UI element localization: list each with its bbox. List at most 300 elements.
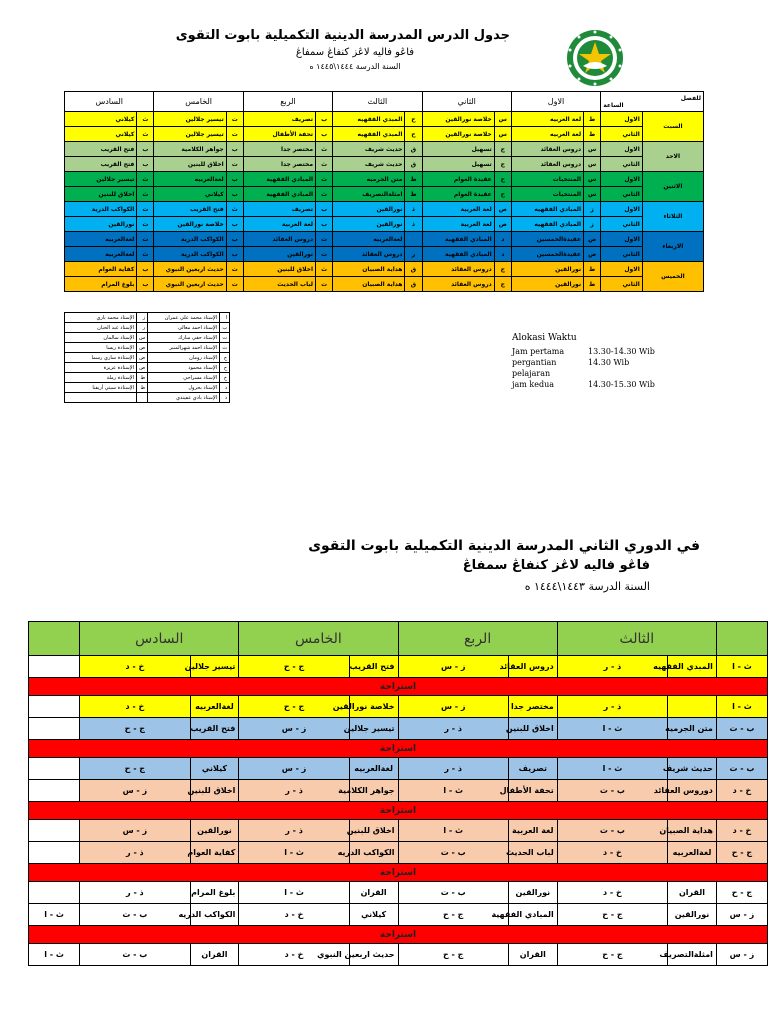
teacher-code: ز bbox=[584, 202, 601, 217]
teacher-code: س bbox=[137, 333, 148, 343]
teacher-code bbox=[29, 758, 80, 780]
period-cell: الاول bbox=[601, 232, 643, 247]
subject-cell: تيسير جلالين bbox=[349, 718, 398, 740]
teacher-code: ز - س bbox=[80, 780, 190, 802]
teacher-name: الإستاذ محمد باري bbox=[65, 313, 137, 323]
teacher-code: ب - ت bbox=[398, 842, 508, 864]
column-header: الثالث bbox=[333, 92, 422, 112]
teacher-code: ذ - ر bbox=[239, 780, 349, 802]
teacher-code: ا bbox=[220, 313, 230, 323]
teacher-code: ث - ا bbox=[239, 882, 349, 904]
teacher-code bbox=[137, 393, 148, 403]
teacher-name: الإستاذ رومان bbox=[148, 353, 220, 363]
teacher-code: ث - ا bbox=[716, 656, 767, 678]
day-cell: الاحد bbox=[642, 142, 703, 172]
teacher-code: ج - ح bbox=[239, 696, 349, 718]
teacher-code: س bbox=[494, 127, 511, 142]
column-header: الثالث bbox=[557, 622, 716, 656]
teacher-code: د bbox=[494, 247, 511, 262]
schedule-row bbox=[29, 904, 768, 926]
teacher-code: ت bbox=[316, 247, 333, 262]
teacher-code: ز - س bbox=[239, 758, 349, 780]
teacher-code: ث - ا bbox=[29, 904, 80, 926]
subject-cell: المنتخبات bbox=[511, 187, 583, 202]
teacher-name: الإستاذ بادي عفيندي bbox=[148, 393, 220, 403]
subject-cell: نورالقين bbox=[511, 262, 583, 277]
teacher-code: ذ bbox=[220, 393, 230, 403]
subject-cell: نورالقين bbox=[508, 882, 557, 904]
subject-cell: المبادي الفقهيه bbox=[511, 217, 583, 232]
teacher-code: ز - س bbox=[716, 904, 767, 926]
subject-cell: خلاصة نورالقين bbox=[154, 217, 226, 232]
teacher-row bbox=[65, 383, 230, 393]
schedule-row bbox=[65, 202, 704, 217]
subject-cell: خلاصة نورالقين bbox=[422, 112, 494, 127]
subject-cell: خلاصة نورالقين bbox=[422, 127, 494, 142]
time-label: pergantian pelajaran bbox=[512, 358, 557, 378]
subject-cell: القران bbox=[349, 882, 398, 904]
corner-header: للفصل الساعة bbox=[601, 92, 704, 112]
period-cell: الاول bbox=[601, 262, 643, 277]
teacher-code: ذ bbox=[405, 202, 422, 217]
subject-cell: نورالقين bbox=[668, 904, 717, 926]
subject-cell: فتح القريب bbox=[65, 142, 137, 157]
subject-cell: اخلاق للبنين bbox=[154, 157, 226, 172]
subject-cell: دروس العقائد bbox=[511, 157, 583, 172]
teacher-code: ت bbox=[226, 157, 243, 172]
teacher-name: الإستاذ عبد الحنان bbox=[65, 323, 137, 333]
teacher-code: ب bbox=[137, 262, 154, 277]
subject-cell: خلاصة نورالقين bbox=[349, 696, 398, 718]
teacher-code: ح bbox=[405, 112, 422, 127]
teacher-code: ز bbox=[137, 313, 148, 323]
teacher-name: الإستاذة عزيزة bbox=[65, 363, 137, 373]
subject-cell: لغةالعربيه bbox=[65, 232, 137, 247]
teacher-code: ث bbox=[137, 112, 154, 127]
teacher-code: ث bbox=[137, 187, 154, 202]
teacher-code: ب bbox=[316, 127, 333, 142]
teacher-code: ض bbox=[137, 353, 148, 363]
teacher-code: ز - س bbox=[398, 696, 508, 718]
subject-cell: المبادي الفقهية bbox=[422, 232, 494, 247]
teacher-code: ب bbox=[220, 323, 230, 333]
teacher-code: د bbox=[220, 383, 230, 393]
column-header: السادس bbox=[65, 92, 154, 112]
teacher-code: ب - ت bbox=[80, 904, 190, 926]
teacher-code: ق bbox=[405, 157, 422, 172]
column-header bbox=[716, 622, 767, 656]
teacher-code: ج bbox=[494, 262, 511, 277]
subject-cell: المبدي الفقهيه bbox=[333, 127, 405, 142]
time-value: 13.30-14.30 Wib bbox=[588, 347, 655, 356]
teacher-code bbox=[29, 718, 80, 740]
schedule-row bbox=[65, 277, 704, 292]
subject-cell: دروس العقائد bbox=[243, 232, 315, 247]
subject-cell: عقيدة العوام bbox=[422, 172, 494, 187]
teacher-code: ط bbox=[137, 373, 148, 383]
subject-cell: تحفة الأطفال bbox=[508, 780, 557, 802]
schedule-row bbox=[65, 187, 704, 202]
break-label: استراحة bbox=[29, 740, 768, 758]
teacher-code: ط bbox=[584, 262, 601, 277]
teacher-code: ت bbox=[226, 277, 243, 292]
column-header: الخامس bbox=[154, 92, 243, 112]
teacher-code: ج bbox=[494, 142, 511, 157]
subject-cell: كيلاني bbox=[154, 187, 226, 202]
break-label: استراحة bbox=[29, 678, 768, 696]
teacher-name: الإستاذة ساري رسما bbox=[65, 353, 137, 363]
subject-cell: امثلةالتصريف bbox=[668, 944, 717, 966]
subject-cell: هداية الصبيان bbox=[333, 277, 405, 292]
column-header: الربع bbox=[398, 622, 557, 656]
subject-cell: الكواكب الدرية bbox=[154, 232, 226, 247]
subject-cell: المنتخبات bbox=[511, 172, 583, 187]
teacher-code: ب bbox=[316, 202, 333, 217]
schedule-row bbox=[65, 142, 704, 157]
schedule-row bbox=[29, 882, 768, 904]
subject-cell: لغة العربية bbox=[422, 202, 494, 217]
subject-cell: جواهر الكلامية bbox=[349, 780, 398, 802]
column-header: الاول bbox=[511, 92, 600, 112]
subject-cell: جواهر الكلامية bbox=[154, 142, 226, 157]
teacher-name: الإستاذة ريسا bbox=[65, 343, 137, 353]
teacher-code: ث bbox=[316, 187, 333, 202]
teacher-code: ج - ح bbox=[80, 758, 190, 780]
subject-cell: لغةالعربيه bbox=[154, 172, 226, 187]
schedule-row bbox=[29, 656, 768, 678]
teacher-name: الإستاذ محمود bbox=[148, 363, 220, 373]
subject-cell: لباب الحديث bbox=[243, 277, 315, 292]
teacher-code: ص bbox=[494, 217, 511, 232]
subject-cell: القران bbox=[508, 944, 557, 966]
subject-cell: مختصر جدا bbox=[243, 142, 315, 157]
teacher-code: ب bbox=[226, 142, 243, 157]
teacher-code bbox=[29, 842, 80, 864]
page-title: جدول الدرس المدرسة الدينية التكميلية بابوت التقوى bbox=[175, 28, 510, 43]
teacher-code: ج bbox=[220, 353, 230, 363]
teacher-code: خ - د bbox=[716, 820, 767, 842]
teacher-name: الإستاذة رملة bbox=[65, 373, 137, 383]
teacher-code: ب bbox=[316, 112, 333, 127]
teacher-code: د bbox=[494, 232, 511, 247]
subject-cell: فتح القريب bbox=[190, 718, 239, 740]
teacher-code: ظ bbox=[405, 172, 422, 187]
subject-cell: حديث شريف bbox=[668, 758, 717, 780]
teacher-code: ز - س bbox=[398, 656, 508, 678]
teacher-code: ذ - ر bbox=[398, 758, 508, 780]
time-allocation bbox=[512, 333, 655, 390]
teacher-code: ق bbox=[405, 262, 422, 277]
teacher-name: الإستاذ احمد شهرالمنير bbox=[148, 343, 220, 353]
subject-cell: اخلاق للبنين bbox=[65, 187, 137, 202]
time-label: jam kedua bbox=[512, 380, 555, 389]
time-value: 14.30 Wib bbox=[588, 358, 630, 367]
teacher-code: ب bbox=[226, 172, 243, 187]
teacher-code: ص bbox=[584, 232, 601, 247]
subject-cell: بلوغ المرام bbox=[65, 277, 137, 292]
teacher-code: ث - ا bbox=[29, 944, 80, 966]
teacher-code: ث - ا bbox=[239, 842, 349, 864]
page2-title: في الدوري الثاني المدرسة الدينية التكميلية بابوت التقوى bbox=[308, 538, 700, 554]
subject-cell: تيسير جلالين bbox=[154, 127, 226, 142]
teacher-code: خ - د bbox=[239, 904, 349, 926]
period-cell: الثاني bbox=[601, 157, 643, 172]
subject-cell: لغةالعربيه bbox=[65, 247, 137, 262]
period-cell: الاول bbox=[601, 202, 643, 217]
teacher-code bbox=[29, 656, 80, 678]
schedule-row bbox=[65, 232, 704, 247]
subject-cell: حديث اربعين النبوي bbox=[154, 262, 226, 277]
teacher-code: ذ - ر bbox=[557, 696, 667, 718]
subject-cell: حديث اربعين النبوي bbox=[154, 277, 226, 292]
teacher-code: ذ bbox=[405, 217, 422, 232]
break-label: استراحة bbox=[29, 926, 768, 944]
teacher-list bbox=[64, 312, 230, 403]
schedule-row bbox=[29, 842, 768, 864]
teacher-name: الإستاذ سالمان bbox=[65, 333, 137, 343]
teacher-code: خ - د bbox=[716, 780, 767, 802]
subject-cell: دروس العقائد bbox=[422, 262, 494, 277]
subject-cell: نورالقين bbox=[243, 247, 315, 262]
period-cell: الثاني bbox=[601, 127, 643, 142]
schedule-row bbox=[29, 718, 768, 740]
day-cell: الخميس bbox=[642, 262, 703, 292]
teacher-code: ج - ح bbox=[80, 718, 190, 740]
teacher-code: خ - د bbox=[80, 656, 190, 678]
teacher-code: ج - ح bbox=[557, 904, 667, 926]
subject-cell: تيسير جلالين bbox=[65, 172, 137, 187]
subject-cell: مختصر جدا bbox=[508, 696, 557, 718]
subject-cell: تصريف bbox=[243, 112, 315, 127]
column-header: الربع bbox=[243, 92, 332, 112]
subject-cell: لغةالعربيه bbox=[333, 232, 405, 247]
break-row bbox=[29, 864, 768, 882]
subject-cell: لغةالعربيه bbox=[190, 696, 239, 718]
subject-cell: تسهيل bbox=[422, 142, 494, 157]
schedule-row bbox=[29, 696, 768, 718]
break-row bbox=[29, 740, 768, 758]
subject-cell: متن الجرميه bbox=[333, 172, 405, 187]
teacher-code: ظ bbox=[405, 187, 422, 202]
teacher-code: خ - د bbox=[239, 944, 349, 966]
period-cell: الثاني bbox=[601, 277, 643, 292]
teacher-code: خ - د bbox=[557, 882, 667, 904]
teacher-code: س bbox=[584, 172, 601, 187]
teacher-code: ث bbox=[316, 157, 333, 172]
schedule-row bbox=[29, 780, 768, 802]
teacher-code: ح bbox=[494, 172, 511, 187]
teacher-code: ث - ا bbox=[716, 696, 767, 718]
day-cell: الاثنين bbox=[642, 172, 703, 202]
teacher-code: ج - ح bbox=[398, 944, 508, 966]
subject-cell: الكواكب الدريه bbox=[190, 904, 239, 926]
subject-cell: كيلاني bbox=[349, 904, 398, 926]
subject-cell: تيسير جلالين bbox=[154, 112, 226, 127]
school-crest-icon bbox=[565, 28, 625, 88]
subject-cell: نورالقين bbox=[333, 202, 405, 217]
teacher-code: ث bbox=[137, 247, 154, 262]
teacher-code: ز - س bbox=[716, 944, 767, 966]
teacher-row bbox=[65, 333, 230, 343]
subject-cell: دوروس العقائد bbox=[668, 780, 717, 802]
subject-cell: متن الجرميه bbox=[668, 718, 717, 740]
subject-cell: لغة العربيه bbox=[511, 127, 583, 142]
teacher-name: الإستاذ محمد علي عمران bbox=[148, 313, 220, 323]
subject-cell: حديث شريف bbox=[333, 157, 405, 172]
teacher-code: ط bbox=[584, 277, 601, 292]
page2-academic-year: السنة الدرسة ١٤٤٣\١٤٤٤ ه bbox=[524, 580, 650, 593]
subject-cell: تيسير جلالين bbox=[190, 656, 239, 678]
schedule-row bbox=[29, 758, 768, 780]
teacher-name: الإستاذ بحرول bbox=[148, 383, 220, 393]
subject-cell: دروس العقائد bbox=[511, 142, 583, 157]
subject-cell: تصريف bbox=[508, 758, 557, 780]
time-label: Jam pertama bbox=[512, 347, 565, 356]
teacher-code: ح bbox=[220, 363, 230, 373]
subject-cell: القران bbox=[668, 882, 717, 904]
teacher-code: ت bbox=[226, 127, 243, 142]
teacher-code: ت bbox=[226, 112, 243, 127]
teacher-code: ث bbox=[316, 142, 333, 157]
teacher-code: ب bbox=[137, 142, 154, 157]
teacher-code: ث - ا bbox=[398, 820, 508, 842]
teacher-code: ذ - ر bbox=[80, 842, 190, 864]
schedule-row bbox=[65, 157, 704, 172]
teacher-code: ث bbox=[316, 172, 333, 187]
academic-year: السنة الدرسة ١٤٤٤\١٤٤٥ ه bbox=[309, 62, 401, 71]
page2-subtitle: فاڠو فاليه لاڠز كنفاڠ سمفاڠ bbox=[462, 558, 650, 573]
teacher-code: ز - س bbox=[239, 718, 349, 740]
teacher-code: خ bbox=[220, 373, 230, 383]
teacher-name: الإستاذ احمد معالى bbox=[148, 323, 220, 333]
schedule-table-2 bbox=[28, 621, 768, 966]
column-header: السادس bbox=[80, 622, 239, 656]
teacher-code: ت bbox=[316, 277, 333, 292]
teacher-code: ج - ح bbox=[239, 656, 349, 678]
subject-cell: فتح القريب bbox=[154, 202, 226, 217]
teacher-code: ج bbox=[494, 277, 511, 292]
teacher-code: س bbox=[584, 187, 601, 202]
subject-cell: دروس العقائد bbox=[422, 277, 494, 292]
teacher-row bbox=[65, 373, 230, 383]
page-subtitle: فاڠو فاليه لاڠز كنفاڠ سمفاڠ bbox=[295, 47, 415, 58]
subject-cell: نورالقين bbox=[511, 277, 583, 292]
teacher-code bbox=[405, 232, 422, 247]
teacher-code: ذ - ر bbox=[557, 656, 667, 678]
day-cell: السبت bbox=[642, 112, 703, 142]
subject-cell: الكواكب الدرية bbox=[65, 202, 137, 217]
teacher-code: ب bbox=[137, 157, 154, 172]
period-cell: الاول bbox=[601, 112, 643, 127]
subject-cell: كيلاني bbox=[190, 758, 239, 780]
teacher-code bbox=[29, 780, 80, 802]
time-value: 14.30-15.30 Wib bbox=[588, 380, 655, 389]
schedule-row bbox=[65, 112, 704, 127]
subject-cell: فتح القريب bbox=[65, 157, 137, 172]
schedule-row bbox=[65, 172, 704, 187]
subject-cell: مختصر جدا bbox=[243, 157, 315, 172]
teacher-code: ت bbox=[220, 333, 230, 343]
subject-cell: هداية الصبيان bbox=[333, 262, 405, 277]
subject-cell: المبادي الفقهية bbox=[422, 247, 494, 262]
teacher-code: ج - ح bbox=[716, 882, 767, 904]
subject-cell: عقيدة العوام bbox=[422, 187, 494, 202]
teacher-code: ب bbox=[226, 217, 243, 232]
period-cell: الاول bbox=[601, 172, 643, 187]
subject-cell: نورالقين bbox=[333, 217, 405, 232]
subject-cell: نورالقين bbox=[65, 217, 137, 232]
teacher-code: ذ - ر bbox=[398, 718, 508, 740]
break-row bbox=[29, 802, 768, 820]
period-cell: الثاني bbox=[601, 247, 643, 262]
subject-cell: المبادي الفقهية bbox=[508, 904, 557, 926]
teacher-name bbox=[65, 393, 137, 403]
teacher-name: الإستاذ حقي مبارك bbox=[148, 333, 220, 343]
teacher-row bbox=[65, 343, 230, 353]
subject-cell: فتح القريب bbox=[349, 656, 398, 678]
subject-cell: المبدي الفقهيه bbox=[333, 112, 405, 127]
teacher-code: ب - ت bbox=[398, 882, 508, 904]
subject-cell: اخلاق للبنين bbox=[508, 718, 557, 740]
period-cell: الاول bbox=[601, 142, 643, 157]
teacher-code: ص bbox=[584, 247, 601, 262]
subject-cell: لغة العربية bbox=[243, 217, 315, 232]
subject-cell: حديث شريف bbox=[333, 142, 405, 157]
teacher-code: ت bbox=[137, 232, 154, 247]
teacher-code: ت bbox=[226, 262, 243, 277]
column-header bbox=[29, 622, 80, 656]
subject-cell: تصريف bbox=[243, 202, 315, 217]
teacher-code: ح bbox=[405, 127, 422, 142]
teacher-code bbox=[29, 696, 80, 718]
teacher-code: ث bbox=[137, 172, 154, 187]
teacher-code: ق bbox=[405, 277, 422, 292]
schedule-row bbox=[65, 262, 704, 277]
teacher-code: خ - د bbox=[80, 696, 190, 718]
teacher-code: ر bbox=[137, 323, 148, 333]
teacher-code: ر bbox=[405, 247, 422, 262]
teacher-code: س bbox=[584, 157, 601, 172]
subject-cell: لغة العربية bbox=[422, 217, 494, 232]
subject-cell: كفاية العوام bbox=[190, 842, 239, 864]
subject-cell: نورالقين bbox=[190, 820, 239, 842]
teacher-code: ت bbox=[137, 217, 154, 232]
teacher-code: ط bbox=[584, 112, 601, 127]
schedule-table-1 bbox=[64, 91, 704, 292]
subject-cell: بلوغ المرام bbox=[190, 882, 239, 904]
schedule-row bbox=[65, 217, 704, 232]
subject-cell: هداية الصبيان bbox=[668, 820, 717, 842]
subject-cell: دروس العقائد bbox=[508, 656, 557, 678]
teacher-code: ب - ت bbox=[716, 718, 767, 740]
teacher-code: ث bbox=[220, 343, 230, 353]
subject-cell bbox=[668, 696, 717, 718]
teacher-code: ب - ت bbox=[557, 820, 667, 842]
subject-cell: عقيدةالخمسين bbox=[511, 247, 583, 262]
teacher-code: ص bbox=[137, 343, 148, 353]
teacher-code: س bbox=[494, 112, 511, 127]
subject-cell: تحفة الأطفال bbox=[243, 127, 315, 142]
subject-cell: المبادي الفقهيه bbox=[511, 202, 583, 217]
subject-cell: اخلاق للبنين bbox=[349, 820, 398, 842]
teacher-name: الإستاذة سيتي أريفنا bbox=[65, 383, 137, 393]
teacher-code: ج - ح bbox=[716, 842, 767, 864]
teacher-code: ب bbox=[137, 277, 154, 292]
subject-cell: امثلةالتصريف bbox=[333, 187, 405, 202]
subject-cell: المبدي الفقهيه bbox=[668, 656, 717, 678]
day-cell: الاربعاء bbox=[642, 232, 703, 262]
subject-cell: تسهيل bbox=[422, 157, 494, 172]
